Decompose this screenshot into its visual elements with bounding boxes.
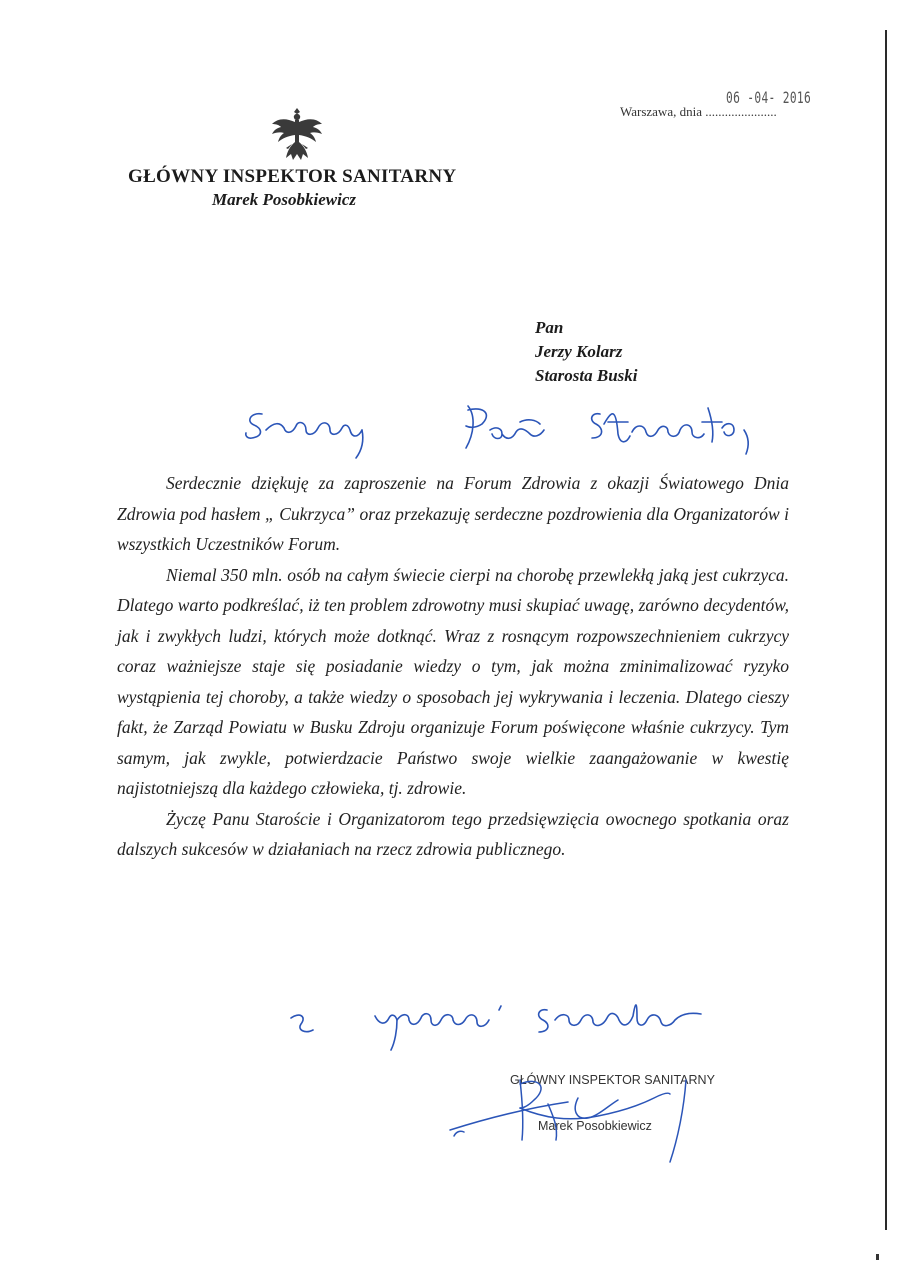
- scan-edge-line: [885, 30, 887, 1230]
- signature-title: GŁÓWNY INSPEKTOR SANITARNY: [510, 1073, 715, 1087]
- body-paragraph: Serdecznie dziękuję za zaproszenie na Forum Zdrowia z okazji Światowego Dnia Zdrowia pod hasłem „ Cukrzyca” oraz przekazuję serdeczne pozdrowienia dla Organizatorów i wszystkich Uczestników Forum.: [117, 473, 789, 554]
- recipient-block: [535, 316, 638, 388]
- office-holder-name: Marek Posobkiewicz: [212, 190, 357, 209]
- recipient-salutation: Pan: [535, 318, 564, 337]
- body-paragraph: Niemal 350 mln. osób na całym świecie cierpi na chorobę przewlekłą jaką jest cukrzyca. Dlatego warto podkreślać, iż ten problem zdrowotny musi skupiać uwagę, zarówno decydentów, jak i zwykłych ludzi, których może dotknąć. Wraz z rosnącym rozpowszechnieniem cukrzycy coraz ważniejsze staje się posiadanie wiedzy o tym, jak można zminimalizować ryzyko wystąpienia tej choroby, a także wiedzy o sposobach jej wykrywania i leczenia. Dlatego cieszy fakt, że Zarząd Powiatu w Busku Zdroju organizuje Forum poświęcone właśnie cukrzycy. Tym samym, jak zwykle, potwierdzacie Państwo swoje wielkie zaangażowanie w kwestię najistotniejszą dla każdego człowieka, tj. zdrowie.: [117, 564, 789, 798]
- eagle-emblem-icon: [266, 104, 328, 166]
- scan-artifact: [876, 1254, 879, 1260]
- letter-body: [117, 468, 789, 865]
- handwritten-greeting: [240, 400, 760, 462]
- recipient-name: Jerzy Kolarz: [535, 342, 623, 361]
- stamped-date: 06 -04- 2016: [726, 88, 812, 107]
- place-date-line: Warszawa, dnia ......................: [620, 104, 777, 119]
- signature-name: Marek Posobkiewicz: [538, 1119, 652, 1133]
- recipient-position: Starosta Buski: [535, 366, 638, 385]
- handwritten-signature-icon: [448, 1058, 710, 1168]
- body-paragraph: Życzę Panu Staroście i Organizatorom tego przedsięwzięcia owocnego spotkania oraz dalszych sukcesów w działaniach na rzecz zdrowia publicznego.: [117, 808, 789, 859]
- office-title: GŁÓWNY INSPEKTOR SANITARNY: [128, 166, 457, 187]
- handwritten-closing: [285, 990, 715, 1058]
